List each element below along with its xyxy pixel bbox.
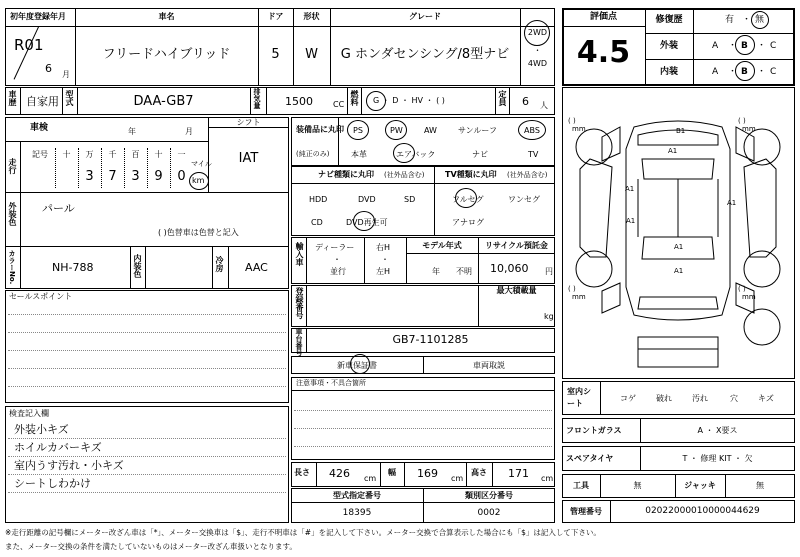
capacity-label: 定員 bbox=[498, 90, 507, 106]
mileage-label: 走行 bbox=[8, 158, 17, 174]
nav-title: ナビ種類に丸印 bbox=[318, 170, 374, 179]
equip-tv: TV bbox=[528, 150, 539, 159]
model-label: 型式 bbox=[65, 90, 74, 106]
length-unit: cm bbox=[364, 474, 377, 483]
interior-grade-sep1: ・ bbox=[728, 67, 738, 77]
control-label: 管理番号 bbox=[570, 507, 602, 516]
color-no-label: カラーNo. bbox=[8, 250, 16, 285]
interior-grade-a: A bbox=[712, 67, 719, 77]
nav-sd: SD bbox=[404, 195, 416, 204]
equip-pw: PW bbox=[390, 126, 403, 135]
first-reg-label: 初年度登録年月 bbox=[10, 12, 66, 21]
mm-label-2: mm bbox=[742, 125, 756, 133]
import-parallel: 並行 bbox=[330, 267, 346, 276]
model-year-unknown: 不明 bbox=[456, 267, 472, 276]
inspector-note-2: ホイルカバーキズ bbox=[14, 441, 102, 454]
seat-scratch: キズ bbox=[758, 394, 774, 403]
mm-label-1: mm bbox=[572, 125, 586, 133]
exterior-color-value: パール bbox=[42, 202, 75, 215]
nav-sub: (社外品含む) bbox=[384, 171, 425, 179]
nav-dvd-play: DVD再生可 bbox=[346, 218, 388, 227]
class-value: 0002 bbox=[477, 508, 501, 518]
svg-text:( ): ( ) bbox=[568, 285, 576, 293]
equip-ps: PS bbox=[353, 126, 363, 135]
exterior-color-label: 外装色 bbox=[8, 202, 17, 226]
cc-unit: CC bbox=[333, 100, 345, 109]
equip-nav: ナビ bbox=[472, 150, 488, 159]
control-value: 02022000010000044629 bbox=[645, 506, 760, 516]
first-reg-value: R01 bbox=[14, 36, 44, 54]
wheel-rear-left bbox=[576, 251, 612, 287]
model-value: DAA-GB7 bbox=[133, 94, 194, 109]
tools-value: 無 bbox=[633, 481, 642, 490]
exterior-grade-b: B bbox=[741, 41, 748, 51]
digit-2: 3 bbox=[85, 169, 94, 184]
first-reg-month: 6 bbox=[45, 62, 52, 75]
nav-cd: CD bbox=[311, 218, 323, 227]
recycle-unit: 円 bbox=[545, 267, 553, 276]
tv-sub: (社外品含む) bbox=[507, 171, 548, 179]
svg-text:( ): ( ) bbox=[738, 117, 746, 125]
model-year-year: 年 bbox=[432, 267, 440, 276]
width-value: 169 bbox=[417, 467, 438, 480]
footer-line-2: また、メーター交換の条件を満たしていないものはメーター改ざん車扱いとなります。 bbox=[5, 542, 297, 551]
import-left-h: 左H bbox=[376, 267, 391, 276]
import-right-h: 右H bbox=[376, 243, 391, 252]
interior-grade-b: B bbox=[741, 67, 748, 77]
digit-label-5: 十 bbox=[154, 150, 163, 159]
manual-label: 車両取説 bbox=[473, 361, 505, 370]
inspection-label: 車検 bbox=[30, 123, 49, 133]
mileage-sign-label: 記号 bbox=[32, 150, 48, 159]
import-dealer: ディーラー bbox=[315, 243, 355, 252]
type-designation-label: 型式指定番号 bbox=[333, 491, 381, 500]
diagram-mark-a1-right: A1 bbox=[727, 199, 737, 207]
car-diagram bbox=[562, 87, 795, 379]
shift-value: IAT bbox=[238, 151, 259, 166]
diagram-mark-a1-back: A1 bbox=[674, 267, 684, 275]
score-value: 4.5 bbox=[576, 35, 631, 70]
width-label: 幅 bbox=[388, 468, 396, 477]
digit-label-4: 百 bbox=[131, 150, 140, 159]
interior-grade-label: 内装 bbox=[659, 67, 678, 77]
nav-dvd: DVD bbox=[358, 195, 376, 204]
seat-hole: 穴 bbox=[730, 394, 738, 403]
exterior-grade-a: A bbox=[712, 41, 719, 51]
exterior-grade-sep2: ・ bbox=[757, 41, 767, 51]
exterior-grade-label: 外装 bbox=[659, 41, 678, 51]
exterior-grade-c: C bbox=[770, 41, 777, 51]
digit-label-6: 一 bbox=[177, 150, 186, 159]
class-label: 類別区分番号 bbox=[465, 491, 513, 500]
chassis-label: 車台番号 bbox=[295, 328, 303, 356]
ac-label: 冷房 bbox=[215, 256, 224, 272]
cc-value: 1500 bbox=[285, 95, 313, 108]
chassis-value: GB7-1101285 bbox=[392, 333, 469, 346]
interior-seat-label: 室内シート bbox=[567, 387, 591, 408]
color-change-note: ( )色替車は色替と記入 bbox=[158, 228, 239, 237]
diagram-mark-a1-front: A1 bbox=[668, 147, 678, 155]
equip-aw: AW bbox=[424, 126, 437, 135]
door-label: ドア bbox=[267, 12, 284, 21]
import-dot2: ・ bbox=[381, 255, 389, 264]
width-unit: cm bbox=[451, 474, 464, 483]
km-label: km bbox=[192, 176, 205, 185]
selling-points-label: セールスポイント bbox=[9, 292, 73, 301]
inspector-note-4: シートしわかけ bbox=[14, 477, 91, 490]
score-label: 評価点 bbox=[589, 12, 617, 22]
svg-text:( ): ( ) bbox=[568, 117, 576, 125]
exterior-grade-sep1: ・ bbox=[728, 41, 738, 51]
digit-label-3: 千 bbox=[108, 150, 117, 159]
tools-label: 工具 bbox=[573, 481, 589, 490]
model-year-label: モデル年式 bbox=[422, 241, 462, 250]
wheel-rear-right bbox=[744, 251, 780, 287]
reg-no-label: 登録番号 bbox=[295, 287, 304, 319]
type-designation-value: 18395 bbox=[342, 508, 372, 518]
seat-stain: 汚れ bbox=[692, 394, 708, 403]
inspection-year-unit: 年 bbox=[128, 127, 136, 136]
repair-sep: ・ bbox=[742, 15, 752, 25]
windshield-value: A ・ X要ス bbox=[697, 426, 738, 435]
height-label: 高さ bbox=[471, 468, 487, 477]
max-load-unit: kg bbox=[544, 312, 554, 321]
footer-line-1: ※走行距離の記号欄にメーター改ざん車は「*」、メーター交換車は「$」、走行不明車は「#」を記入して下さい。メーター交換で合算表示した場合にも「$」は記入して下さい。 bbox=[5, 528, 601, 537]
door-value: 5 bbox=[271, 47, 280, 62]
ac-value: AAC bbox=[245, 261, 268, 274]
notes-label: 注意事項・不具合箇所 bbox=[296, 379, 366, 387]
spare-label: スペアタイヤ bbox=[566, 454, 614, 463]
inspector-note-1: 外装小キズ bbox=[14, 423, 69, 436]
diagram-mark-a1-rear: A1 bbox=[674, 243, 684, 251]
equip-sunroof: サンルーフ bbox=[458, 126, 497, 135]
length-value: 426 bbox=[329, 467, 350, 480]
tv-title: TV種類に丸印 bbox=[445, 170, 497, 179]
digit-4: 3 bbox=[131, 169, 140, 184]
interior-grade-sep2: ・ bbox=[757, 67, 767, 77]
capacity-value: 6 bbox=[522, 95, 529, 108]
digit-label-1: 十 bbox=[62, 150, 71, 159]
mm-label-4: mm bbox=[742, 293, 756, 301]
equip-airbag: エアバック bbox=[396, 150, 436, 159]
digit-6: 0 bbox=[177, 169, 186, 184]
nav-hdd: HDD bbox=[309, 195, 328, 204]
spare-wheel bbox=[744, 309, 780, 345]
digit-label-2: 万 bbox=[85, 150, 94, 159]
repair-no: 無 bbox=[755, 15, 765, 25]
drive-dot: ・ bbox=[533, 46, 542, 55]
diagram-mark-b1: B1 bbox=[676, 127, 686, 135]
car-name-label: 車名 bbox=[158, 12, 175, 21]
repair-label: 修復歴 bbox=[655, 15, 683, 25]
new-car-warranty: 新車保証書 bbox=[337, 361, 377, 370]
equipment-subtitle: (純正のみ) bbox=[296, 150, 330, 158]
cc-label: 排気量 bbox=[253, 88, 261, 109]
max-load-label: 最大積載量 bbox=[496, 286, 537, 295]
drive-2wd: 2WD bbox=[527, 28, 548, 37]
spare-value: T ・ 修理 KIT ・ 欠 bbox=[682, 454, 753, 463]
grade-label: グレード bbox=[409, 12, 441, 21]
shape-value: W bbox=[305, 47, 318, 62]
height-unit: cm bbox=[541, 474, 554, 483]
recycle-label: リサイクル預託金 bbox=[485, 241, 548, 250]
svg-text:( ): ( ) bbox=[738, 285, 746, 293]
inspection-month-unit: 月 bbox=[185, 127, 193, 136]
fuel-label: 燃料 bbox=[350, 90, 359, 106]
grade-value: G ホンダセンシング/8型ナビ bbox=[340, 47, 510, 62]
tv-fullseg: フルセグ bbox=[452, 195, 484, 204]
seat-burn: コゲ bbox=[620, 394, 636, 403]
interior-grade-c: C bbox=[770, 67, 777, 77]
use-label: 車歴 bbox=[8, 90, 17, 106]
seat-tear: 破れ bbox=[656, 394, 672, 403]
digit-5: 9 bbox=[154, 169, 163, 184]
capacity-unit: 人 bbox=[540, 101, 548, 110]
jack-value: 無 bbox=[756, 481, 764, 490]
mile-label: マイル bbox=[191, 160, 212, 168]
color-no-value: NH-788 bbox=[52, 261, 94, 274]
shift-label: シフト bbox=[236, 118, 261, 127]
shape-label: 形状 bbox=[303, 12, 320, 21]
inspector-label: 検査記入欄 bbox=[9, 409, 49, 418]
car-name-value: フリードハイブリッド bbox=[102, 47, 231, 62]
height-value: 171 bbox=[508, 467, 529, 480]
equipment-title: 装備品に丸印 bbox=[296, 125, 344, 134]
windshield-label: フロントガラス bbox=[566, 426, 622, 435]
import-dot: ・ bbox=[333, 255, 341, 264]
diagram-mark-a1-lower-left: A1 bbox=[626, 217, 636, 225]
equip-abs: ABS bbox=[524, 126, 540, 135]
equip-leather: 本革 bbox=[351, 150, 367, 159]
tv-oneseg: ワンセグ bbox=[508, 195, 540, 204]
mm-label-3: mm bbox=[572, 293, 586, 301]
use-value: 自家用 bbox=[26, 95, 59, 108]
diagram-mark-a1-left: A1 bbox=[625, 185, 635, 193]
interior-color-label: 内装色 bbox=[133, 254, 142, 278]
length-label: 長さ bbox=[294, 468, 310, 477]
digit-3: 7 bbox=[108, 169, 117, 184]
recycle-value: 10,060 bbox=[490, 262, 529, 275]
inspector-note-3: 室内うす汚れ・小キズ bbox=[14, 459, 124, 472]
drive-4wd: 4WD bbox=[527, 59, 548, 68]
import-label: 輸入車 bbox=[295, 242, 304, 266]
jack-label: ジャッキ bbox=[684, 481, 716, 490]
month-unit: 月 bbox=[62, 70, 70, 79]
tv-analog: アナログ bbox=[452, 218, 484, 227]
fuel-options: G ・ D ・ HV ・ ( ) bbox=[373, 96, 445, 105]
repair-yes: 有 bbox=[725, 15, 735, 25]
